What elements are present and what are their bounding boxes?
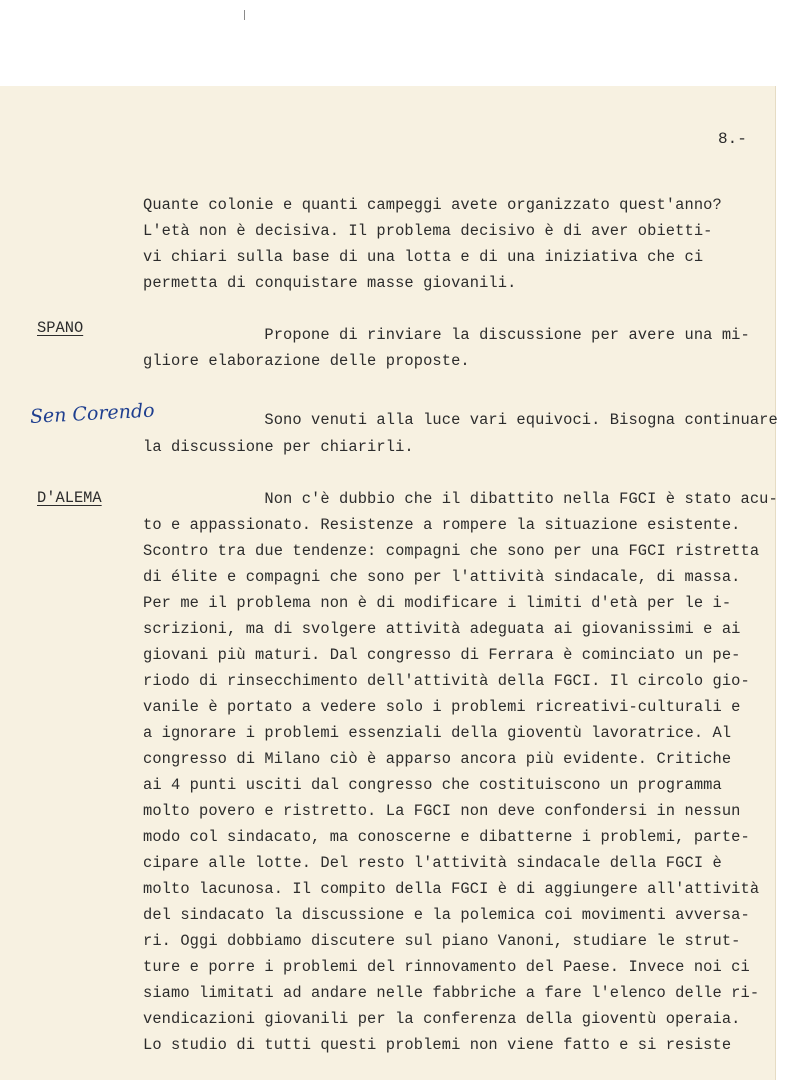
handwritten-speaker-annotation: Sen Corendo	[29, 399, 156, 428]
speaker-label-dalema: D'ALEMA	[37, 489, 102, 507]
text-line: del sindacato la discussione e la polemica coi movimenti avversa-	[143, 906, 750, 924]
page-number: 8.-	[718, 130, 747, 148]
text-line: Quante colonie e quanti campeggi avete organizzato quest'anno?	[143, 196, 722, 214]
text-line: Lo studio di tutti questi problemi non viene fatto e si resiste	[143, 1036, 732, 1054]
text-line: riodo di rinsecchimento dell'attività della FGCI. Il circolo gio-	[143, 672, 750, 690]
text-line: siamo limitati ad andare nelle fabbriche a fare l'elenco delle ri-	[143, 984, 760, 1002]
text-line: di élite e compagni che sono per l'attività sindacale, di massa.	[143, 568, 741, 586]
text-line: Propone di rinviare la discussione per avere una mi-	[143, 326, 750, 344]
text-line: giovani più maturi. Dal congresso di Ferrara è cominciato un pe-	[143, 646, 741, 664]
text-line: cipare alle lotte. Del resto l'attività sindacale della FGCI è	[143, 854, 722, 872]
speaker-label-spano: SPANO	[37, 319, 84, 337]
text-line: vi chiari sulla base di una lotta e di una iniziativa che ci	[143, 248, 704, 266]
text-line: ai 4 punti usciti dal congresso che costituiscono un programma	[143, 776, 722, 794]
text-line: ture e porre i problemi del rinnovamento del Paese. Invece noi ci	[143, 958, 750, 976]
text-line: vendicazioni giovanili per la conferenza della gioventù operaia.	[143, 1010, 741, 1028]
text-line: Sono venuti alla luce vari equivoci. Bisogna continuare	[143, 411, 778, 429]
text-line: permetta di conquistare masse giovanili.	[143, 274, 517, 292]
text-line: gliore elaborazione delle proposte.	[143, 352, 470, 370]
text-line: a ignorare i problemi essenziali della gioventù lavoratrice. Al	[143, 724, 732, 742]
text-line: modo col sindacato, ma conoscerne e dibatterne i problemi, parte-	[143, 828, 750, 846]
document-page	[0, 86, 778, 1080]
text-line: L'età non è decisiva. Il problema decisivo è di aver obietti-	[143, 222, 713, 240]
text-line: congresso di Milano ciò è apparso ancora più evidente. Critiche	[143, 750, 732, 768]
text-line: ri. Oggi dobbiamo discutere sul piano Vanoni, studiare le strut-	[143, 932, 741, 950]
text-line: molto povero e ristretto. La FGCI non deve confondersi in nessun	[143, 802, 741, 820]
text-line: to e appassionato. Resistenze a rompere la situazione esistente.	[143, 516, 741, 534]
text-line: la discussione per chiarirli.	[143, 438, 414, 456]
text-line: molto lacunosa. Il compito della FGCI è di aggiungere all'attività	[143, 880, 760, 898]
text-line: vanile è portato a vedere solo i problemi ricreativi-culturali e	[143, 698, 741, 716]
text-line: Scontro tra due tendenze: compagni che sono per una FGCI ristretta	[143, 542, 760, 560]
text-line: Non c'è dubbio che il dibattito nella FGCI è stato acu-	[143, 490, 778, 508]
text-line: scrizioni, ma di svolgere attività adeguata ai giovanissimi e ai	[143, 620, 741, 638]
text-line: Per me il problema non è di modificare i limiti d'età per le i-	[143, 594, 732, 612]
scan-mark	[244, 10, 245, 20]
